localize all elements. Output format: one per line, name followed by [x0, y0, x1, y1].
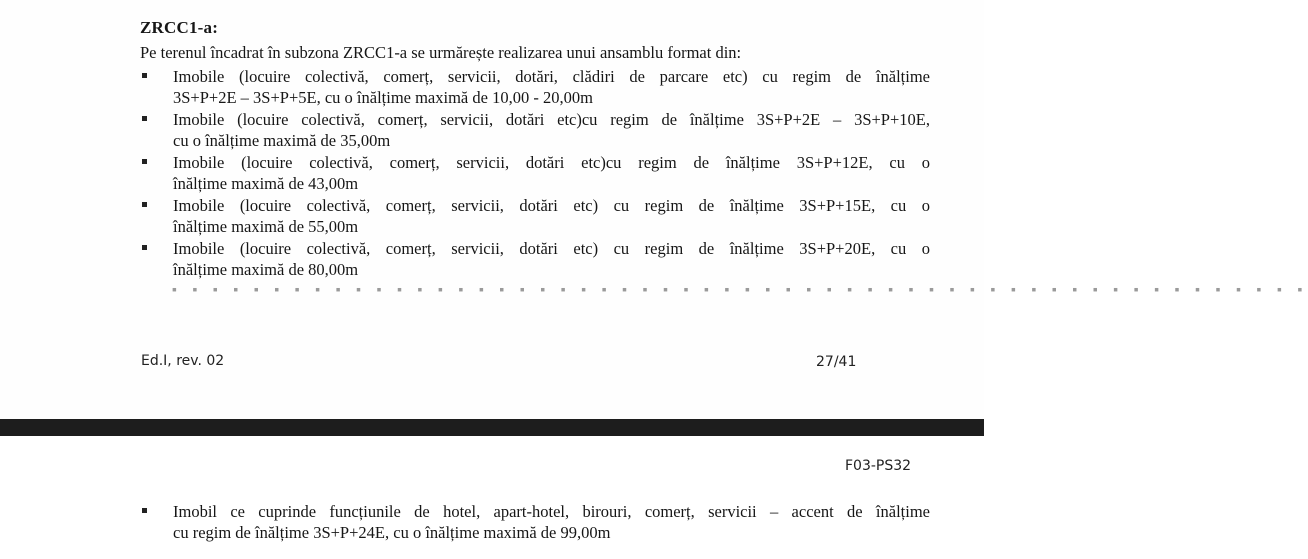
list-item-line: înălțime maximă de 43,00m — [173, 174, 359, 193]
list-item-line: Imobile (locuire colectivă, comerț, servicii, dotări etc) cu regim de înălțime 3S+P+15E, cu o — [173, 196, 930, 215]
section-heading: ZRCC1-a: — [140, 18, 219, 37]
bullet-icon — [142, 202, 147, 207]
list-item — [140, 195, 930, 237]
list-item-line: cu regim de înălțime 3S+P+24E, cu o înălțime maximă de 99,00m — [173, 523, 611, 542]
bullet-icon — [142, 159, 147, 164]
list-item-line: înălțime maximă de 55,00m — [173, 217, 359, 236]
page-number: 27/41 — [816, 354, 857, 370]
list-item — [140, 501, 930, 543]
list-item — [140, 109, 930, 151]
list-item-line: Imobile (locuire colectivă, comerț, servicii, dotări, clădiri de parcare etc) cu regim de înălțime — [173, 67, 930, 86]
list-item — [140, 66, 930, 108]
list-item — [140, 152, 930, 194]
intro-paragraph: Pe terenul încadrat în subzona ZRCC1-a se urmărește realizarea unui ansamblu format din: — [140, 43, 742, 62]
list-item-line: Imobile (locuire colectivă, comerț, servicii, dotări etc)cu regim de înălțime 3S+P+12E, cu o — [173, 153, 930, 172]
edition-label: Ed.I, rev. 02 — [141, 353, 225, 369]
bullet-icon — [142, 73, 147, 78]
list-item-line: 3S+P+2E – 3S+P+5E, cu o înălțime maximă de 10,00 - 20,00m — [173, 88, 593, 107]
bullet-icon — [142, 508, 147, 513]
bullet-icon — [142, 245, 147, 250]
list-item — [140, 238, 930, 280]
bullet-icon — [142, 116, 147, 121]
form-code-label: F03-PS32 — [845, 458, 912, 474]
clipped-text-line: ▪ ▪ ▪ ▪ ▪ ▪ ▪ ▪ ▪ ▪ ▪ ▪ ▪ ▪ ▪ ▪ ▪ ▪ ▪ ▪ ▪ ▪ ▪ ▪ ▪ ▪ ▪ ▪ ▪ ▪ ▪ ▪ ▪ ▪ ▪ ▪ ▪ ▪ ▪ ▪ ▪ ▪ ▪ ▪ ▪ ▪ ▪ ▪ ▪ ▪ ▪ ▪ ▪ ▪ ▪ ▪ — [172, 283, 1308, 298]
list-item-line: Imobile (locuire colectivă, comerț, servicii, dotări etc) cu regim de înălțime 3S+P+20E, cu o — [173, 239, 930, 258]
page-separator — [0, 419, 984, 436]
building-list-continued — [140, 501, 930, 544]
list-item-line: cu o înălțime maximă de 35,00m — [173, 131, 391, 150]
building-list — [140, 66, 930, 281]
list-item-line: înălțime maximă de 80,00m — [173, 260, 359, 279]
list-item-line: Imobile (locuire colectivă, comerț, servicii, dotări etc)cu regim de înălțime 3S+P+2E – 3S+P+10E, — [173, 110, 930, 129]
list-item-line: Imobil ce cuprinde funcțiunile de hotel, apart-hotel, birouri, comerț, servicii – accent de înălțime — [173, 502, 930, 521]
